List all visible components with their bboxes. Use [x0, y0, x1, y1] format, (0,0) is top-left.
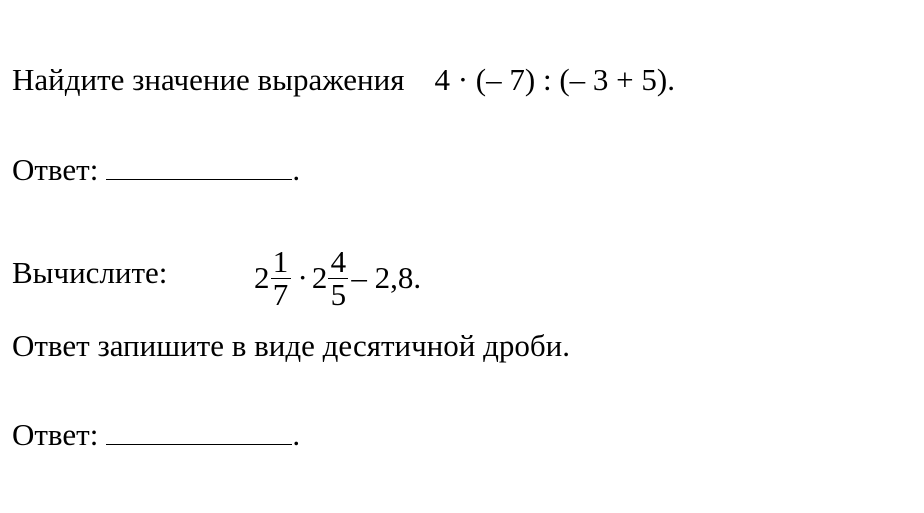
task2-answer-line: [12, 417, 300, 453]
task2-prompt: Вычислите:: [12, 255, 168, 290]
term2-numerator: 4: [330, 243, 347, 279]
task2-instruction: Ответ запишите в виде десятичной дроби.: [12, 328, 570, 363]
task1-answer-end: .: [292, 152, 301, 187]
task1-answer-blank[interactable]: [106, 153, 292, 180]
term2-fraction: [328, 243, 348, 312]
term1-fraction: [271, 243, 291, 312]
task1-answer-label: Ответ:: [12, 152, 99, 187]
term1-whole: 2: [254, 260, 270, 295]
term1-denominator: 7: [272, 276, 289, 312]
task1-prompt: Найдите значение выражения: [12, 62, 405, 97]
task2-answer-label: Ответ:: [12, 417, 99, 452]
term2-denominator: 5: [330, 276, 347, 312]
task1-answer-line: [12, 152, 300, 188]
task2-answer-blank[interactable]: [106, 418, 292, 445]
task2-answer-end: .: [292, 417, 301, 452]
task2-expression: [254, 240, 421, 316]
term2-whole: 2: [311, 260, 328, 295]
task2-question: [12, 255, 167, 291]
multiply-dot: ·: [297, 260, 308, 295]
task1-question: [12, 62, 675, 98]
expression-tail: – 2,8.: [351, 260, 422, 295]
term1-numerator: 1: [272, 243, 289, 279]
task1-expression: 4 · (– 7) : (– 3 + 5).: [434, 62, 675, 97]
